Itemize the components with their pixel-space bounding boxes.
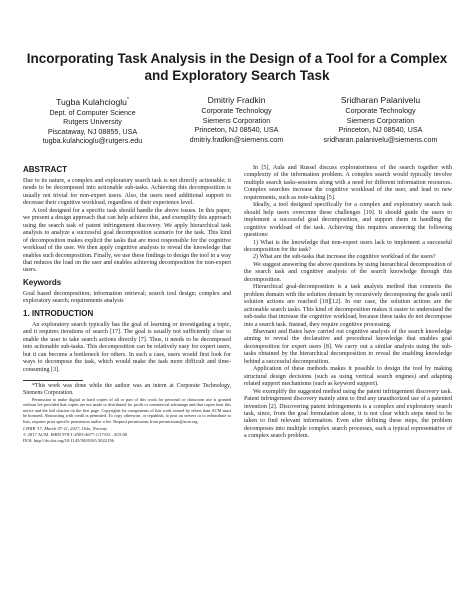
author-block [20, 95, 454, 161]
right-column [244, 165, 452, 441]
body-paragraph: Ideally, a tool designed specifically for a complex and exploratory search task should help users overcome these challenges [19]. It should guide the users to implement a successful goal decomposition, and support them in handling the cognitive workload of the task. Achieving this requires answering the following questions: [244, 202, 452, 239]
author-name: Dmitriy Fradkin [207, 95, 266, 105]
abstract-paragraph: A tool designed for a specific task should handle the above issues. In this paper, we present a design approach that can help achieve this, and exemplify this approach using the search task of patent infringement discovery. We apply hierarchical task analysis to analyze a successful goal decomposition scenario for the task. This kind of decomposition makes explicit the tasks that are most responsible for the cognitive workload of the user. We then apply cognitive analysis to reveal the knowledge that enables such decomposition. Finally, we use these findings to design the tool in a way that reduces the load on the user and enables achieving decomposition for non-expert users. [23, 207, 231, 274]
author-1 [20, 95, 165, 146]
author-email: tugba.kulahcioglu@rutgers.edu [42, 136, 143, 146]
author-org: Rutgers University [63, 117, 122, 127]
author-2 [164, 95, 309, 144]
permission-notice: Permission to make digital or hard copies of all or part of this work for personal or classroom use is granted without fee provided that copies are not made or distributed for profit or commercial advantage and that copies bear this notice and the full citation on the first page. Copyrights for components of this work owned by others than ACM must be honored. Abstracting with credit is permitted. To copy otherwise, or republish, to post on servers or to redistribute to lists, requires prior specific permission and/or a fee. Request permissions from permissions@acm.org. [23, 396, 231, 424]
body-paragraph: Bhavnani and Bates have carried out cognitive analysis of the search knowledge aiming to reveal the declarative and procedural knowledge that enables goal decomposition for expert users [8]. We carry out a similar analysis using the sub-tasks obtained by the hierarchical decomposition to reveal the enabling knowledge behind a successful decomposition. [244, 328, 452, 365]
keywords-heading: Keywords [23, 277, 62, 287]
section-heading-introduction: 1. INTRODUCTION [23, 308, 94, 318]
author-address: Piscataway, NJ 08855, USA [47, 126, 138, 136]
author-3 [308, 95, 453, 144]
author-dept: Dept. of Computer Science [49, 107, 136, 117]
body-paragraph: Application of these methods makes it possible to design the tool by making structural design decisions (such as using vertical search engines) and adapting related support mechanisms (such as keyword support). [244, 366, 452, 388]
venue-line: CHIIR '17, March 07-11, 2017, Oslo, Norway [23, 426, 108, 432]
question-item: 2) What are the sub-tasks that increase the cognitive workload of the users? [253, 254, 436, 261]
footnote-rule [23, 380, 83, 381]
venue-info [23, 426, 231, 444]
author-address: Princeton, NJ 08540, USA [338, 125, 423, 134]
author-dept: Corporate Technology [345, 106, 416, 115]
author-footnote-mark: * [126, 97, 129, 103]
abstract-heading: ABSTRACT [23, 165, 67, 174]
author-email: sridharan.palanivelu@siemens.com [323, 134, 438, 144]
keywords-text: Goal based decomposition; information retrieval; search tool design; complex and exploratory search; requirements analysis [23, 290, 231, 305]
body-paragraph: In [5], Aula and Russel discuss exploratoriness of the search together with complexity of the information problem. A complex search would typically involve multiple search tasks-sessions along with a need for different information resources. Complex searches increase the cognitive workload of the user, and lead to new requirements, such as note-taking [5]. [244, 165, 452, 201]
paper-title: Incorporating Task Analysis in the Design of a Tool for a Complex and Exploratory Search Task [26, 51, 448, 83]
copyright-line: © 2017 ACM. ISBN 978-1-4503-4677-1/17/03…$15.00 [23, 432, 128, 438]
author-name: Sridharan Palanivelu [340, 95, 421, 105]
doi-line: DOI: http://dx.doi.org/10.1145/3020165.3022156 [23, 438, 114, 444]
author-name: Tugba Kulahcioglu [56, 96, 127, 107]
question-item: 1) What is the knowledge that non-expert users lack to implement a successful decomposition for the task? [244, 239, 452, 253]
author-dept: Corporate Technology [201, 106, 272, 115]
author-address: Princeton, NJ 08540, USA [194, 125, 279, 134]
author-org: Siemens Corporation [346, 115, 415, 125]
footnote: *This work was done while the author was an intern at Corporate Technology, Siemens Corporation. [23, 382, 231, 396]
body-paragraph: We suggest answering the above questions by using hierarchical decomposition of the search task and cognitive analysis of the search knowledge through this decomposition. [244, 261, 453, 283]
body-paragraph: We exemplify the suggested method using the patent infringement discovery task. Patent infringement discovery mainly aims to find any unauthorized use of a patented invention [2]. Discovering patent infringements is a complex and exploratory search task, since, from the goal formulation alone, it is not clear which steps need to be taken to find relevant information. Even after defining these steps, the problem decomposes into multiple complex search processes, each a typical representative of a complex search problem. [244, 388, 452, 440]
abstract-paragraph: Due to its nature, a complex and exploratory search task is not directly actionable; it needs to be decomposed into actionable sub-tasks. Achieving this decomposition is usually not trivial for non-expert users. Also, the users need additional support to decrease their cognitive workload, regardless of their experience level. [23, 178, 231, 207]
left-column [23, 165, 231, 444]
author-org: Siemens Corporation [202, 115, 271, 125]
body-paragraph: An exploratory search typically has the goal of learning or investigating a topic, and it requires iterations of search [17]. The goal is usually not sufficiently clear to enable the user to take search actions directly [7]. Thus, it needs to be decomposed into actionable sub-tasks. This decomposition can be relatively easy for expert users, but it can become a bottleneck for others. In such a case, users would first look for ways to decompose the task, which would make the task more difficult and time-consuming [3]. [23, 321, 231, 373]
body-paragraph: Hierarchical goal-decomposition is a task analysis method that connects the problem domain with the solution domain by recursively decomposing the goals until solution actions are reached [18][12]. In our case, the solution actions are the actionable search tasks. This kind of decomposition makes it easier to understand the sub-tasks that increase the cognitive workload, because these tasks do not decompose into a search task. Instead, they require cognitive processing. [244, 284, 452, 328]
author-email: dmitriy.fradkin@siemens.com [189, 134, 284, 144]
